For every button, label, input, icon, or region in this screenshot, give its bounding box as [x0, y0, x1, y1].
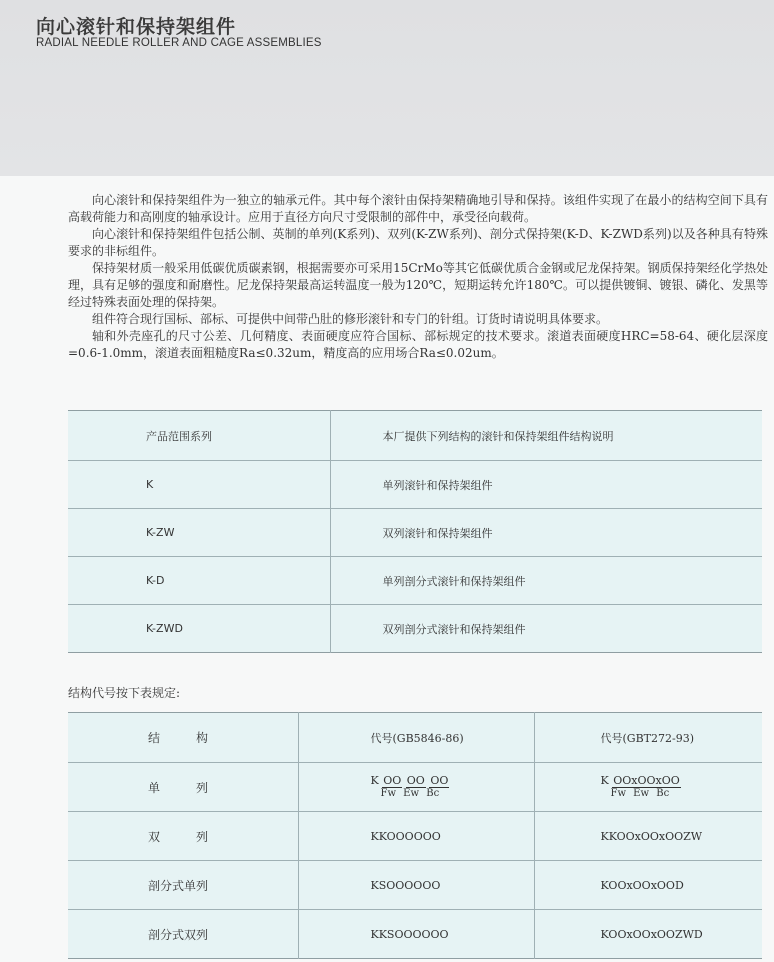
description-header-cell: 本厂提供下列结构的滚针和保持架组件结构说明 — [330, 411, 762, 461]
gbt-code-cell — [534, 763, 762, 812]
description-cell: 双列剖分式滚针和保持架组件 — [382, 622, 526, 636]
gbt-code-header-cell: 代号(GBT272-93) — [534, 713, 762, 763]
table-row — [68, 812, 762, 861]
gbt-code-cell: KOOxOOxOOZWD — [600, 927, 703, 941]
series-cell: K-ZW — [68, 509, 330, 557]
table-row — [68, 861, 762, 910]
structure-cell: 剖分式双列 — [68, 910, 298, 959]
gb-code-cell: KKOOOOOO — [298, 812, 534, 861]
structure-cell: 剖分式单列 — [68, 861, 298, 910]
table-row — [68, 509, 762, 557]
code-table-caption: 结构代号按下表规定: — [68, 686, 181, 700]
table-row — [68, 461, 762, 509]
gbt-code-cell: KOOxOOxOOD — [534, 861, 762, 910]
gb-code-cell: KKSOOOOOO — [298, 910, 534, 959]
code-part: OOxOOxOO — [613, 774, 680, 787]
intro-paragraph: 组件符合现行国标、部标、可提供中间带凸肚的修形滚针和专门的针组。订货时请说明具体要求。 — [92, 312, 609, 326]
code-table — [68, 712, 762, 959]
intro-paragraph: 保持架材质一般采用低碳优质碳素钢，根据需要亦可采用15CrMo等其它低碳优质合金钢或尼龙保持架。钢质保持架经化学热处理，具有足够的强度和耐磨性。尼龙保持架最高运转温度一般为120℃，短期运转允许180℃。可以提供镀铜、镀银、磷化、发黑等经过特殊表面处理的保持架。 — [68, 261, 768, 309]
series-cell: K — [68, 461, 330, 509]
series-table-header — [68, 411, 762, 461]
gb-code-cell — [298, 763, 534, 812]
structure-cell — [68, 763, 298, 812]
gb-code-cell: KSOOOOOO — [298, 861, 534, 910]
code-prefix: K — [370, 774, 379, 787]
page-title-en: RADIAL NEEDLE ROLLER AND CAGE ASSEMBLIES — [36, 37, 322, 49]
description-cell: 单列剖分式滚针和保持架组件 — [330, 557, 762, 605]
table-row — [68, 763, 762, 812]
page-title-cn: 向心滚针和保持架组件 — [36, 16, 237, 38]
gb-code-header-cell: 代号(GB5846-86) — [298, 713, 534, 763]
code-prefix: K — [600, 774, 609, 787]
intro-text — [68, 192, 768, 362]
table-row — [68, 605, 762, 653]
structure-cell — [68, 812, 298, 861]
description-cell: 单列滚针和保持架组件 — [330, 461, 762, 509]
intro-paragraph: 轴和外壳座孔的尺寸公差、几何精度、表面硬度应符合国标、部标规定的技术要求。滚道表面硬度HRC=58-64、硬化层深度=0.6-1.0mm，滚道表面粗糙度Ra≤0.32um，精度高的应用场合Ra≤0.02um。 — [68, 329, 768, 360]
series-cell: K-ZWD — [68, 605, 330, 653]
structure-header-label: 结构 — [148, 731, 245, 745]
code-sub-labels: Fw Ew Bc — [610, 788, 670, 799]
table-row — [68, 910, 762, 959]
code-part: OO — [383, 774, 402, 787]
series-table — [68, 410, 762, 653]
page-header-band — [0, 0, 774, 176]
structure-label: 双列 — [148, 829, 245, 844]
table-row — [68, 557, 762, 605]
gb-code-single — [371, 774, 450, 800]
code-part: OO — [430, 774, 449, 787]
gbt-code-cell: KKOOxOOxOOZW — [534, 812, 762, 861]
series-header-cell: 产品范围系列 — [68, 411, 330, 461]
structure-header-cell — [68, 713, 298, 763]
intro-paragraph: 向心滚针和保持架组件为一独立的轴承元件。其中每个滚针由保持架精确地引导和保持。该组件实现了在最小的结构空间下具有高载荷能力和高刚度的轴承设计。应用于直径方向尺寸受限制的部件中，承受径向载荷。 — [68, 193, 768, 224]
intro-paragraph: 向心滚针和保持架组件包括公制、英制的单列(K系列)、双列(K-ZW系列)、剖分式保持架(K-D、K-ZWD系列)以及各种具有特殊要求的非标组件。 — [68, 227, 768, 258]
series-cell: K-D — [68, 557, 330, 605]
code-part: OO — [406, 774, 425, 787]
gbt-code-single — [601, 774, 681, 800]
code-sub-labels: Fw Ew Bc — [380, 788, 440, 799]
structure-label: 单列 — [148, 780, 245, 795]
description-cell: 双列滚针和保持架组件 — [330, 509, 762, 557]
code-table-header — [68, 713, 762, 763]
